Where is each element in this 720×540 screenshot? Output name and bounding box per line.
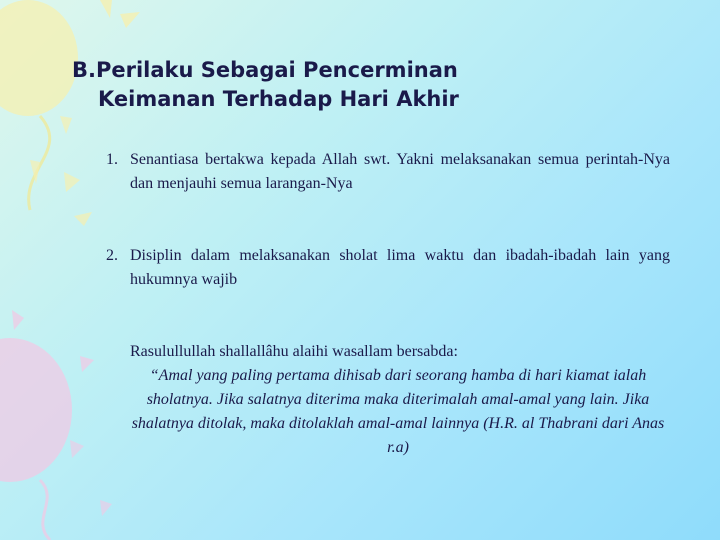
confetti-shape <box>120 12 140 28</box>
title-line-2: Keimanan Terhadap Hari Akhir <box>98 87 459 111</box>
title-line-1: B.Perilaku Sebagai Pencerminan <box>72 58 458 82</box>
list-item-text: Disiplin dalam melaksanakan sholat lima waktu dan ibadah-ibadah lain yang hukumnya wajib <box>130 247 670 288</box>
page-title <box>72 56 459 114</box>
list-item-number: 2. <box>106 247 118 264</box>
confetti-shape <box>70 440 84 458</box>
balloon-string-pink <box>40 480 50 540</box>
confetti-shape <box>80 356 94 372</box>
list-item <box>106 244 670 292</box>
confetti-shape <box>74 212 92 226</box>
balloon-pink <box>0 338 72 482</box>
balloon-yellow <box>0 0 78 116</box>
confetti-shape <box>60 116 72 134</box>
confetti-shape <box>12 310 24 330</box>
confetti-shape <box>100 500 112 516</box>
confetti-shape <box>100 0 112 18</box>
hadith-intro: Rasulullullah shallallâhu alaihi wasallam bersabda: <box>130 343 458 360</box>
confetti-shape <box>64 172 80 192</box>
list-item-text: Senantiasa bertakwa kepada Allah swt. Yakni melaksanakan semua perintah-Nya dan menjauhi semua larangan-Nya <box>130 151 670 192</box>
list-item-number: 1. <box>106 151 118 168</box>
list-item <box>106 148 670 196</box>
hadith-quote: “Amal yang paling pertama dihisab dari seorang hamba di hari kiamat ialah sholatnya. Jika salatnya diterima maka diterimalah amal-amal yang lain. Jika shalatnya ditolak, maka ditolaklah amal-amal lainnya (H.R. al Thabrani dari Anas r.a) <box>131 367 665 456</box>
